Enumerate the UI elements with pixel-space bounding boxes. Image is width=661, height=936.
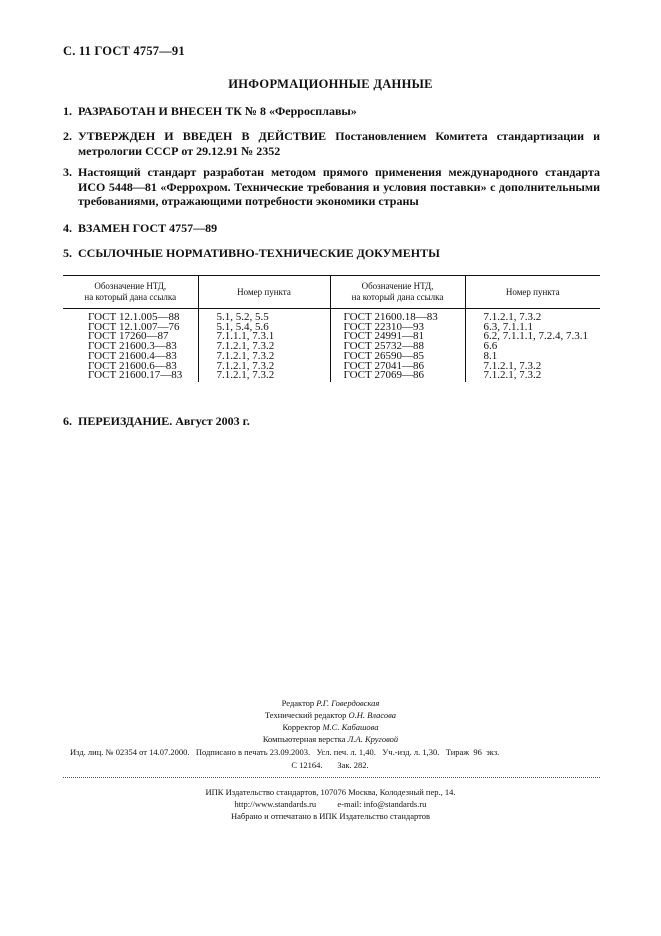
- imprint-line: ИПК Издательство стандартов, 107076 Москва, Колодезный пер., 14.: [205, 787, 456, 797]
- info-item-2: [63, 129, 600, 158]
- item-lead: ВЗАМЕН ГОСТ 4757—89: [78, 221, 218, 235]
- info-item-5: [63, 246, 600, 261]
- table-row: 7.1.2.1, 7.3.2: [216, 340, 275, 353]
- item-lead: УТВЕРЖДЕН И ВВЕДЕН В ДЕЙСТВИЕ: [78, 129, 327, 143]
- table-row: 6.6: [483, 340, 498, 353]
- publication-line: С 12164. Зак. 282.: [291, 760, 369, 770]
- table-row: 7.1.2.1, 7.3.2: [483, 311, 542, 323]
- publication-info: [70, 746, 590, 772]
- table-row: 7.1.2.1, 7.3.2: [216, 369, 275, 382]
- left-documents-cell: [63, 309, 198, 382]
- table-row: ГОСТ 26590—85: [343, 349, 424, 362]
- item-number: 4.: [63, 221, 72, 235]
- credits-block: [0, 697, 661, 745]
- table-row: ГОСТ 22310—93: [343, 320, 424, 333]
- table-row: ГОСТ 21600.4—83: [88, 349, 177, 362]
- table-body-row: [63, 309, 600, 382]
- column-header-document: Обозначение НТД, на который дана ссылка: [330, 276, 465, 309]
- column-header-document: Обозначение НТД, на который дана ссылка: [63, 276, 198, 309]
- item-number: 1.: [63, 104, 72, 118]
- column-header-clause: Номер пункта: [198, 276, 330, 309]
- right-clauses-cell: [465, 309, 600, 382]
- table-row: ГОСТ 27069—86: [343, 369, 424, 382]
- info-item-3: [63, 165, 600, 209]
- credit-layout: Компьютерная верстка Л.А. Круговой: [262, 734, 399, 744]
- info-item-1: [63, 104, 600, 119]
- table-row: 6.3, 7.1.1.1: [483, 320, 533, 333]
- table-row: ГОСТ 24991—81: [343, 330, 424, 343]
- table-row: ГОСТ 25732—88: [343, 340, 424, 353]
- table-row: ГОСТ 21600.3—83: [88, 340, 177, 353]
- table-row: 7.1.2.1, 7.3.2: [216, 359, 275, 372]
- table-row: 7.1.2.1, 7.3.2: [483, 359, 542, 372]
- table-row: 7.1.1.1, 7.3.1: [216, 330, 275, 343]
- info-item-6: [63, 414, 600, 429]
- page-header: С. 11 ГОСТ 4757—91: [63, 44, 185, 58]
- column-header-clause: Номер пункта: [465, 276, 600, 309]
- imprint-line: http://www.standards.ru e-mail: info@standards.ru: [234, 799, 427, 809]
- item-lead: ССЫЛОЧНЫЕ НОРМАТИВНО-ТЕХНИЧЕСКИЕ ДОКУМЕНТЫ: [78, 246, 440, 260]
- item-lead: РАЗРАБОТАН И ВНЕСЕН ТК № 8 «Ферросплавы»: [78, 104, 357, 118]
- left-clauses-cell: [198, 309, 330, 382]
- table-row: 6.2, 7.1.1.1, 7.2.4, 7.3.1: [483, 330, 588, 343]
- imprint: [0, 786, 661, 822]
- credit-editor: Редактор Р.Г. Говердовская: [281, 698, 380, 708]
- credit-tech-editor: Технический редактор О.Н. Власова: [264, 710, 397, 720]
- publication-line: Изд. лиц. № 02354 от 14.07.2000. Подписано в печать 23.09.2003. Усл. печ. л. 1,40. Уч.-изд. л. 1,30. Тираж 96 экз.: [70, 747, 500, 757]
- table-row: ГОСТ 21600.18—83: [343, 311, 438, 323]
- imprint-line: Набрано и отпечатано в ИПК Издательство стандартов: [230, 811, 431, 821]
- table-row: ГОСТ 17260—87: [88, 330, 169, 343]
- right-documents-cell: [330, 309, 465, 382]
- item-number: 3.: [63, 165, 72, 179]
- divider: [63, 777, 600, 778]
- table-row: 5.1, 5.2, 5.5: [216, 311, 269, 323]
- item-text: Постановлением Комитета стандартизации и метрологии СССР от 29.12.91 № 2352: [78, 129, 601, 158]
- info-item-4: [63, 221, 600, 236]
- item-lead: ПЕРЕИЗДАНИЕ.: [78, 414, 173, 428]
- table-row: 5.1, 5.4, 5.6: [216, 320, 269, 333]
- item-number: 6.: [63, 414, 72, 428]
- item-text: Настоящий стандарт разработан методом прямого применения международного стандарта ИСО 5448—81 «Феррохром. Технические требования и условия поставки» с дополнительными требованиями, отражающими потребности экономики страны: [78, 165, 600, 209]
- table-row: ГОСТ 21600.17—83: [88, 369, 183, 382]
- credit-proofreader: Корректор М.С. Кабашова: [282, 722, 379, 732]
- table-row: ГОСТ 12.1.007—76: [88, 320, 180, 333]
- table-row: ГОСТ 12.1.005—88: [88, 311, 180, 323]
- table-row: 8.1: [483, 349, 498, 362]
- table-row: ГОСТ 21600.6—83: [88, 359, 177, 372]
- item-text: Август 2003 г.: [172, 414, 250, 428]
- section-title: ИНФОРМАЦИОННЫЕ ДАННЫЕ: [228, 77, 433, 91]
- table-row: ГОСТ 27041—86: [343, 359, 424, 372]
- references-table: [63, 275, 600, 382]
- item-number: 2.: [63, 129, 72, 143]
- table-row: 7.1.2.1, 7.3.2: [216, 349, 275, 362]
- table-header-row: [63, 276, 600, 309]
- item-number: 5.: [63, 246, 72, 260]
- table-row: 7.1.2.1, 7.3.2: [483, 369, 542, 382]
